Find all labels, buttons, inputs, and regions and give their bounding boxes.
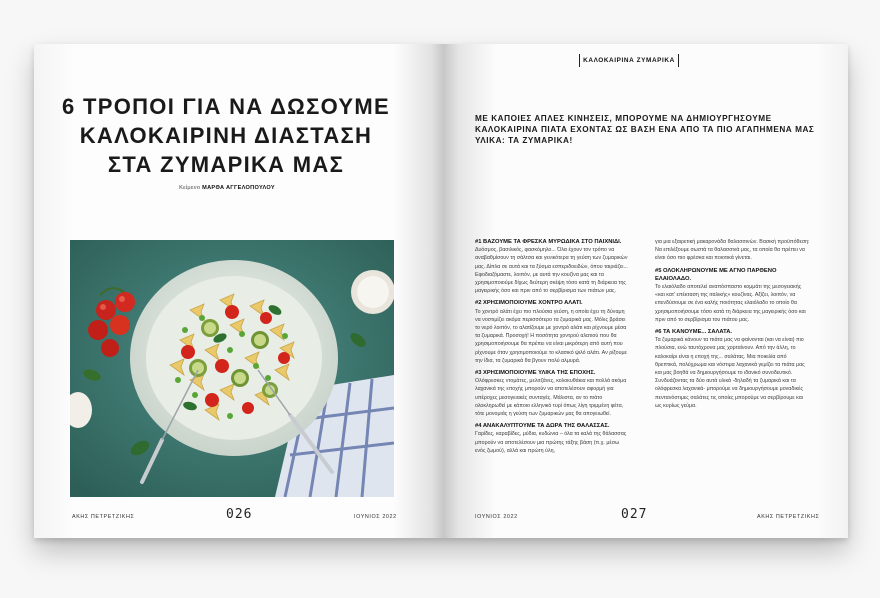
magazine-spread: [34, 44, 848, 538]
tip-body: Ολόφρεσκες ντομάτες, μελιτζάνες, κολοκυθάκια και πολλά ακόμα λαχανικά της εποχής μπορούν να αποτελέσουν αφορμή για υπέροχες μεσογειακές συνταγές. Μάλιστα, αν το πιάτο ολοκληρωθεί με κάποιο ελληνικό τυρί όπως λίγη τριμμένη φέτα, τότε μονομιάς η γεύση των ζυμαρικών μας θα απογειωθεί.: [475, 378, 627, 418]
tip-body: για μια εξαιρετική μακαρονάδα θαλασσινών. Βασική προϋπόθεση: Να επιλέξουμε σωστά τα θαλασσινά μας, τα οποία θα πρέπει να είναι όσο πιο φρέσκα και ποιοτικά γίνεται.: [655, 239, 810, 262]
pasta-salad-photo: [70, 240, 394, 497]
article-intro: ΜΕ ΚΑΠΟΙΕΣ ΑΠΛΕΣ ΚΙΝΗΣΕΙΣ, ΜΠΟΡΟΥΜΕ ΝΑ ΔΗΜΙΟΥΡΓΗΣΟΥΜΕ ΚΑΛΟΚΑΙΡΙΝΑ ΠΙΑΤΑ ΕΧΟΝΤΑΣ ΩΣ ΒΑΣΗ ΕΝΑ ΑΠΟ ΤΑ ΠΙΟ ΑΓΑΠΗΜΕΝΑ ΜΑΣ ΥΛΙΚΑ: ΤΑ ΖΥΜΑΡΙΚΑ!: [475, 114, 815, 145]
tip-title: #1 ΒΑΖΟΥΜΕ ΤΑ ΦΡΕΣΚΑ ΜΥΡΩΔΙΚΑ ΣΤΟ ΠΑΙΧΝΙΔΙ.: [475, 239, 622, 245]
tip-item: [655, 267, 810, 324]
tip-body: Τα ζυμαρικά κάνουν τα πιάτα μας να φαίνονται (και να είναι) πιο πλούσια, ενώ ταυτόχρονα μας χορταίνουν. Από την άλλη, το καλοκαίρι είναι η εποχή της... σαλάτας. Μια ποικιλία από θρεπτικά, πολύχρωμα και νόστιμα λαχανικά γεμίζει τα πιάτα μας και μας βοηθά να δημιουργήσουμε το ιδανικό συνοδευτικό. Συνδυάζοντας τα δύο αυτά υλικά -δηλαδή τα ζυμαρικά και τα ολόφρεσκα λαχανικά- μπορούμε να δημιουργήσουμε μοναδικές πεντανόστιμες σαλάτες τις οποίες μπορούμε να σερβίρουμε και ως κυρίως γεύμα.: [655, 337, 805, 409]
tip-item: [475, 299, 630, 365]
byline-author: ΜΑΡΘΑ ΑΓΓΕΛΟΠΟΥΛΟΥ: [202, 185, 275, 191]
section-tag: ΚΑΛΟΚΑΙΡΙΝΑ ΖΥΜΑΡΙΚΑ: [579, 54, 679, 67]
tip-title: #2 ΧΡΗΣΙΜΟΠΟΙΟΥΜΕ ΧΟΝΤΡΟ ΑΛΑΤΙ.: [475, 300, 583, 307]
tip-title: #5 ΟΛΟΚΛΗΡΩΝΟΥΜΕ ΜΕ ΑΓΝΟ ΠΑΡΘΕΝΟ ΕΛΑΙΟΛΑΔΟ.: [655, 267, 777, 282]
tip-title: #6 ΤΑ ΚΑΝΟΥΜΕ... ΣΑΛΑΤΑ.: [655, 329, 733, 336]
tip-item: [475, 369, 630, 418]
headline-line-2: ΚΑΛΟΚΑΙΡΙΝΗ ΔΙΑΣΤΑΣΗ: [79, 123, 373, 148]
tip-body: Δυόσμος, βασιλικός, φασκόμηλο... Όλα έχουν τον τρόπο να αναβαθμίσουν τη σάλτσα και γενικότερα τη γεύση των ζυμαρικών μας. Δίπλα σε αυτά και τα ξύσμα εσπεριδοειδών, όπου ταιριάζει... Εφοδιαζόμαστε, λοιπόν, με αυτά την κουζίνα μας και τα χρησιμοποιούμε δίχως δεύτερη σκέψη τόσο κατά τη διάρκεια της μαγειρικής όσο και πριν από το σερβίρισμα των πιάτων μας.: [475, 247, 628, 295]
right-footer-magazine-name: ΑΚΗΣ ΠΕΤΡΕΤΖΙΚΗΣ: [757, 514, 820, 520]
headline-line-1: 6 ΤΡΟΠΟΙ ΓΙΑ ΝΑ ΔΩΣΟΥΜΕ: [62, 94, 390, 119]
left-footer-magazine-name: ΑΚΗΣ ΠΕΤΡΕΤΖΙΚΗΣ: [72, 514, 135, 520]
right-page: [443, 44, 848, 538]
left-footer-issue-date: ΙΟΥΝΙΟΣ 2022: [354, 514, 397, 520]
tip-body: Το χοντρό αλάτι έχει πιο πλούσια γεύση, η οποία έχει τη δύναμη να νοστιμίζει ακόμα περισσότερο τα ζυμαρικά μας. Μόλις βράσει το νερό λοιπόν, το αλατίζουμε με χοντρό αλάτι και ρίχνουμε μέσα τα ζυμαρικά. Προσοχή! Η ποσότητα χοντρού αλατιού που θα χρησιμοποιήσουμε θα πρέπει να είναι μικρότερη από αυτή που ρίχνουμε όταν χρησιμοποιούμε το κλασικό ψιλό αλάτι. Αν ρίξουμε την ίδια, τα ζυμαρικά θα βγουν πολύ αλμυρά.: [475, 308, 627, 364]
right-page-number: 027: [621, 507, 648, 522]
byline: [34, 185, 420, 191]
right-footer-issue-date: ΙΟΥΝΙΟΣ 2022: [475, 514, 518, 520]
text-column-2: [655, 238, 810, 414]
tip-item: [475, 422, 630, 455]
tip-item: [655, 328, 810, 410]
tip-body: Το ελαιόλαδο αποτελεί αναπόσπαστο κομμάτι της μεσογειακής «και κατ' επέκταση της ιταλικής» κουζίνας. Αξίζει, λοιπόν, να επενδύσουμε σε ένα καλής ποιότητας ελαιόλαδο το οποίο θα χρησιμοποιήσουμε τόσο κατά τη διάρκεια της μαγειρικής όσο και πριν από το σερβίρισμα του πιάτου μας.: [655, 284, 806, 323]
headline-line-3: ΣΤΑ ΖΥΜΑΡΙΚΑ ΜΑΣ: [107, 152, 345, 177]
tip-item: [475, 238, 630, 295]
tip-body: Γαρίδες, καραβίδες, μύδια, κυδώνια – όλα τα καλά της θάλασσας μπορούν να αποτελέσουν μια πρώτης τάξης βάση (π.χ. μέσω ενός ζωμού), αλλά και πρώτη ύλη,: [475, 431, 627, 454]
tip-title: #4 ΑΝΑΚΑΛΥΠΤΟΥΜΕ ΤΑ ΔΩΡΑ ΤΗΣ ΘΑΛΑΣΣΑΣ.: [475, 423, 610, 430]
tip-item: [655, 238, 810, 263]
text-column-1: [475, 238, 630, 459]
left-page: [34, 44, 443, 538]
left-page-number: 026: [226, 507, 253, 522]
byline-label: Κείμενο: [179, 185, 201, 191]
article-headline: [44, 92, 408, 179]
tip-title: #3 ΧΡΗΣΙΜΟΠΟΙΟΥΜΕ ΥΛΙΚΑ ΤΗΣ ΕΠΟΧΗΣ.: [475, 370, 596, 377]
